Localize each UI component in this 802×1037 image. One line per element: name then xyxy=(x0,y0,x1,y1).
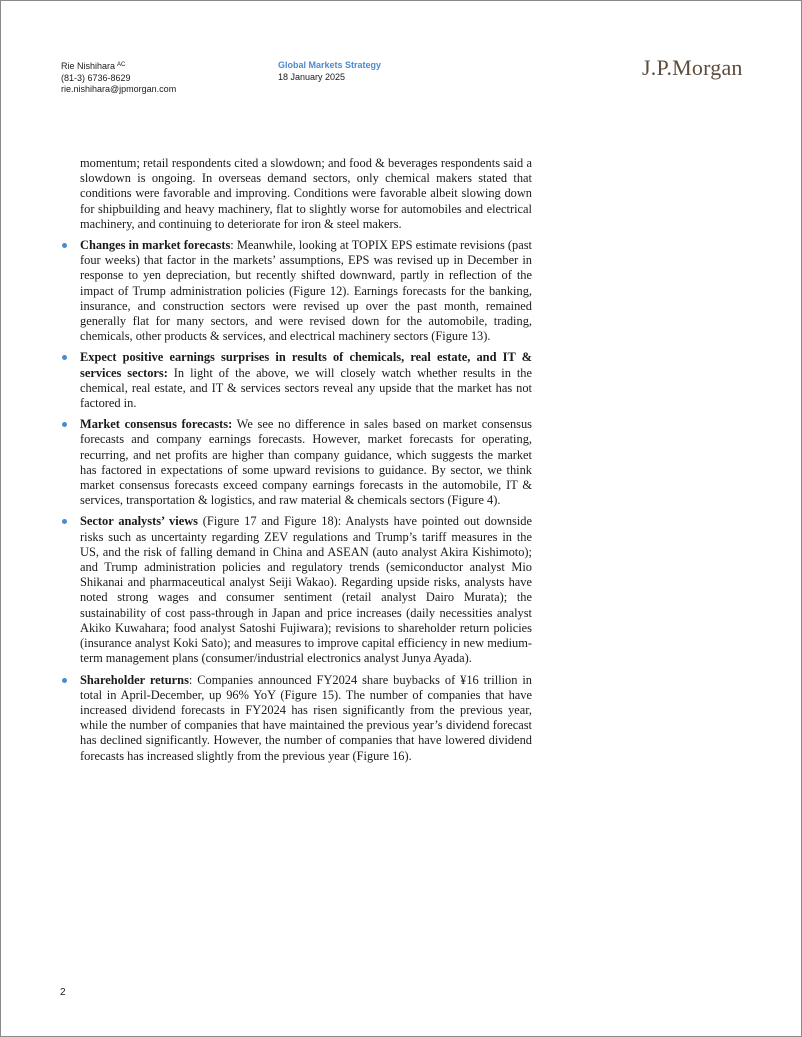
bullet-icon xyxy=(62,355,67,360)
author-email[interactable]: rie.nishihara@jpmorgan.com xyxy=(61,84,177,94)
bullet-text: (Figure 17 and Figure 18): Analysts have pointed out downside risks such as uncertainty regarding ZEV regulations and Trump’s tariff measures in the US, and the risk of falling demand in China and ASEAN (auto analyst Akira Kishimoto); and Trump administration policies and regulatory trends (semiconductor analyst Mio Shikanai and pharmaceutical analyst Seiji Wakao). Regarding upside risks, analysts have noted strong wages and consumer sentiment (retail analyst Dairo Murata); the sustainability of cost pass-through in Japan and price increases (daily necessities analyst Akiko Kuwahara; food analyst Satoshi Fujiwara); revisions to shareholder return policies (insurance analyst Koki Sato); and measures to improve capital efficiency in new medium-term management plans (consumer/industrial electronics analyst Junya Ayada). xyxy=(80,514,532,666)
page-number: 2 xyxy=(60,987,66,998)
report-date: 18 January 2025 xyxy=(278,71,346,82)
author-credential: AC xyxy=(117,62,126,68)
bullet-lead: Sector analysts’ views xyxy=(80,514,198,529)
bullet-lead: Shareholder returns xyxy=(80,672,189,687)
report-body xyxy=(60,156,532,770)
bullet-text: In light of the above, we will closely watch whether results in the chemical, real estate, and IT & services sectors reveal any upside that the market has not factored in. xyxy=(80,365,533,411)
bullet-item xyxy=(60,417,532,508)
bullet-item xyxy=(60,238,532,344)
author-phone: (81-3) 6736-8629 xyxy=(61,72,131,83)
author-name: Rie Nishihara xyxy=(61,61,116,71)
bullet-icon xyxy=(62,678,67,683)
bullet-text: We see no difference in sales based on market consensus forecasts and company earnings forecasts. However, market forecasts for operating, recurring, and net profits are higher than company guidance, which suggests the market has factored in expectations of some upward revisions to guidance. By sector, we think market consensus forecasts exceed company earnings forecasts in the automobile, IT & services, transportation & logistics, and raw material & chemicals sectors (Figure 4). xyxy=(80,417,532,508)
bullet-item xyxy=(60,673,532,764)
bullet-item xyxy=(60,350,532,411)
report-section: Global Markets Strategy xyxy=(278,60,382,70)
continuation-paragraph: momentum; retail respondents cited a slowdown; and food & beverages respondents said a slowdown is ongoing. In overseas demand sectors, only chemical makers stated that conditions were favorable and improving. Conditions were favorable albeit slowing down for shipbuilding and heavy machinery, flat to slightly worse for automobiles and electrical machinery, and continuing to deteriorate for iron & steel makers. xyxy=(80,156,532,231)
bullet-text: : Companies announced FY2024 share buybacks of ¥16 trillion in total in April-December, up 96% YoY (Figure 15). The number of companies that have increased dividend forecasts in FY2024 has risen significantly from the previous year, while the number of companies that have maintained the previous year’s dividend forecast has declined significantly. However, the number of companies that have lowered dividend forecasts has increased slightly from the previous year (Figure 16). xyxy=(80,672,532,763)
jpmorgan-logo: J.P.Morgan xyxy=(642,55,743,80)
bullet-icon xyxy=(62,422,67,427)
report-meta xyxy=(278,60,381,83)
bullet-lead: Changes in market forecasts xyxy=(80,238,231,253)
author-block xyxy=(61,60,176,96)
bullet-icon xyxy=(62,519,67,524)
bullet-item xyxy=(60,514,532,666)
bullet-lead: Expect positive earnings surprises in results of chemicals, real estate, and IT & services sectors: xyxy=(80,350,532,380)
bullet-lead: Market consensus forecasts: xyxy=(80,417,233,432)
bullet-icon xyxy=(62,243,67,248)
bullet-text: : Meanwhile, looking at TOPIX EPS estimate revisions (past four weeks) that factor in the markets’ assumptions, EPS was revised up in December in response to yen depreciation, but recently shifted downward, partly in reflection of the impact of Trump administration policies (Figure 12). Earnings forecasts for the banking, insurance, and construction sectors were revised up over the past month, remained generally flat for many sectors, and were revised down for the automobile, trading, chemicals, other products & services, and electrical machinery sectors (Figure 13). xyxy=(80,238,532,344)
